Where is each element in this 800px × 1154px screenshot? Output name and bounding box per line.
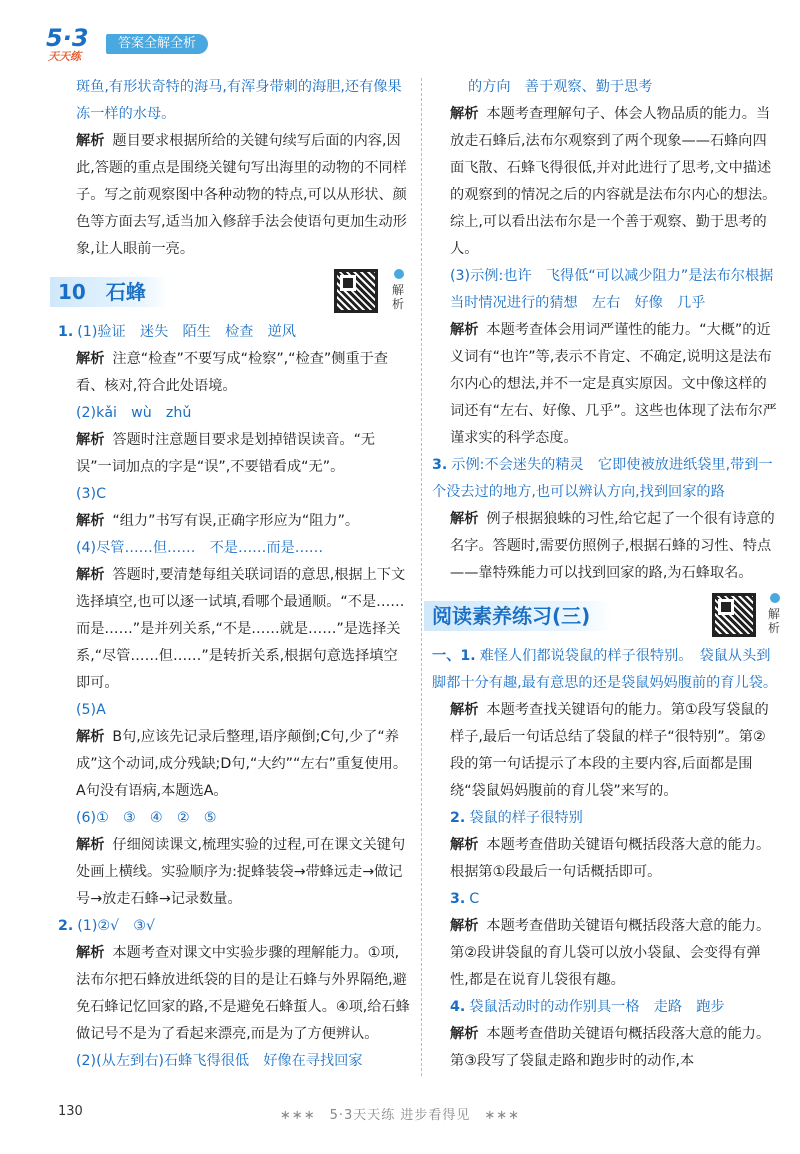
section-header-reading xyxy=(432,593,781,639)
answer-text: (5)A xyxy=(76,702,106,718)
question-2: 2. (1)②√ ③√ xyxy=(58,918,156,934)
answer-text: (2)kǎi wù zhǔ xyxy=(76,405,192,421)
section-title: 阅读素养练习(三) xyxy=(424,601,612,631)
qr-label: 解析 xyxy=(768,607,781,635)
question-3: 3. 示例:不会迷失的精灵 它即使被放进纸袋里,带到一个没去过的地方,也可以辨认方向,找到回家的路 xyxy=(432,457,773,500)
answer-text: (4)尽管……但…… 不是……而是…… xyxy=(76,540,324,556)
left-column xyxy=(58,74,410,1075)
analysis-label: 解析 xyxy=(76,133,105,149)
footer-slogan: ∗∗∗ 5·3天天练 进步看得见 ∗∗∗ xyxy=(279,1108,521,1123)
answer-text: (6)① ③ ④ ② ⑤ xyxy=(76,810,217,826)
brand-logo xyxy=(42,20,106,62)
analysis-paragraph: 解析 本题考查找关键语句的能力。第①段写袋鼠的样子,最后一句话总结了袋鼠的样子“很特别”。第②段的第一句话提示了本段的主要内容,后面都是围绕“袋鼠妈妈腹前的育儿袋”来写的。 xyxy=(450,702,769,799)
play-arrow-icon xyxy=(394,269,404,279)
qr-label: 解析 xyxy=(392,283,405,311)
analysis-paragraph: 解析 B句,应该先记录后整理,语序颠倒;C句,少了“养成”这个动词,成分残缺;D句,“大约”“左右”重复使用。A句没有语病,本题选A。 xyxy=(76,729,408,799)
analysis-paragraph: 解析 “组力”书写有误,正确字形应为“阻力”。 xyxy=(76,513,360,529)
column-divider xyxy=(421,78,422,1076)
question-2: 2. 袋鼠的样子很特别 xyxy=(450,810,583,826)
analysis-paragraph: 解析 答题时,要清楚每组关联词语的意思,根据上下文选择填空,也可以逐一试填,看哪个最通顺。“不是……而是……”是并列关系,“不是……就是……”是选择关系,“尽管……但……”是转折关系,根据句意选择填空即可。 xyxy=(76,567,406,691)
play-arrow-icon xyxy=(770,593,780,603)
analysis-paragraph: 解析 本题考查借助关键语句概括段落大意的能力。根据第①段最后一句话概括即可。 xyxy=(450,837,771,880)
analysis-paragraph: 解析 本题考查体会用词严谨性的能力。“大概”的近义词有“也许”等,表示不肯定、不确定,说明这是法布尔内心的想法,并不一定是真实原因。文中像这样的词还有“左右、好像、几乎”。这些也体现了法布尔严谨求实的科学态度。 xyxy=(450,322,777,446)
section-title: 10 石蜂 xyxy=(50,277,168,307)
question-4: 4. 袋鼠活动时的动作别具一格 走路 跑步 xyxy=(450,999,725,1015)
answer-text: (3)C xyxy=(76,486,107,502)
qr-code-icon[interactable] xyxy=(712,593,756,637)
answer-text: (3)示例:也许 飞得低“可以减少阻力”是法布尔根据当时情况进行的猜想 左右 好像 几乎 xyxy=(450,268,774,311)
analysis-paragraph: 解析 答题时注意题目要求是划掉错误读音。“无误”一词加点的字是“误”,不要错看成“无”。 xyxy=(76,432,376,475)
question-3: 3. C xyxy=(450,891,480,907)
analysis-paragraph: 解析 本题考查理解句子、体会人物品质的能力。当放走石蜂后,法布尔观察到了两个现象——石蜂向四面飞散、石蜂飞得很低,并对此进行了思考,文中描述的观察到的情况之后的内容就是法布尔内心的想法。综上,可以看出法布尔是一个善于观察、勤于思考的人。 xyxy=(450,106,777,257)
analysis-paragraph: 解析 注意“检查”不要写成“检察”,“检查”侧重于查看、核对,符合此处语境。 xyxy=(76,351,389,394)
analysis-paragraph: 解析 本题考查对课文中实验步骤的理解能力。①项,法布尔把石蜂放进纸袋的目的是让石蜂与外界隔绝,避免石蜂记忆回家的路,不是避免石蜂蜇人。④项,给石蜂做记号不是为了看起来漂亮,而是为了方便辨认。 xyxy=(76,945,410,1042)
answer-text: (2)(从左到右)石蜂飞得很低 好像在寻找回家 xyxy=(76,1053,363,1069)
svg-text:天天练: 天天练 xyxy=(48,50,81,62)
question-1: 1. (1)验证 迷失 陌生 检查 逆风 xyxy=(58,324,296,340)
right-column xyxy=(432,74,781,1075)
analysis-paragraph: 解析 例子根据狼蛛的习性,给它起了一个很有诗意的名字。答题时,需要仿照例子,根据石蜂的习性、特点——靠特殊能力可以找到回家的路,为石蜂取名。 xyxy=(450,511,775,581)
analysis-paragraph: 解析 仔细阅读课文,梳理实验的过程,可在课文关键句处画上横线。实验顺序为:捉蜂装袋→带蜂远走→做记号→放走石蜂→记录数量。 xyxy=(76,837,406,907)
answer-text: 斑鱼,有形状奇特的海马,有浑身带刺的海胆,还有像果冻一样的水母。 xyxy=(76,79,402,122)
page-number: 130 xyxy=(58,1104,83,1119)
svg-text:5·3: 5·3 xyxy=(46,24,89,52)
qr-code-icon[interactable] xyxy=(334,269,378,313)
part-1-question-1: 一、1. 难怪人们都说袋鼠的样子很特别。 袋鼠从头到脚都十分有趣,最有意思的还是袋鼠妈妈腹前的育儿袋。 xyxy=(432,648,778,691)
header-badge: 答案全解全析 xyxy=(106,34,208,54)
analysis-paragraph: 解析 本题考查借助关键语句概括段落大意的能力。第③段写了袋鼠走路和跑步时的动作,本 xyxy=(450,1026,771,1069)
answer-text: 的方向 善于观察、勤于思考 xyxy=(468,79,653,95)
analysis-paragraph: 解析 题目要求根据所给的关键句续写后面的内容,因此,答题的重点是围绕关键句写出海里的动物的不同样子。写之前观察图中各种动物的特点,可以从形状、颜色等方面去写,适当加入修辞手法会使语句更加生动形象,让人眼前一亮。 xyxy=(76,133,407,257)
section-header-shifeng xyxy=(58,269,410,315)
analysis-paragraph: 解析 本题考查借助关键语句概括段落大意的能力。第②段讲袋鼠的育儿袋可以放小袋鼠、会变得有弹性,都是在说育儿袋很有趣。 xyxy=(450,918,771,988)
